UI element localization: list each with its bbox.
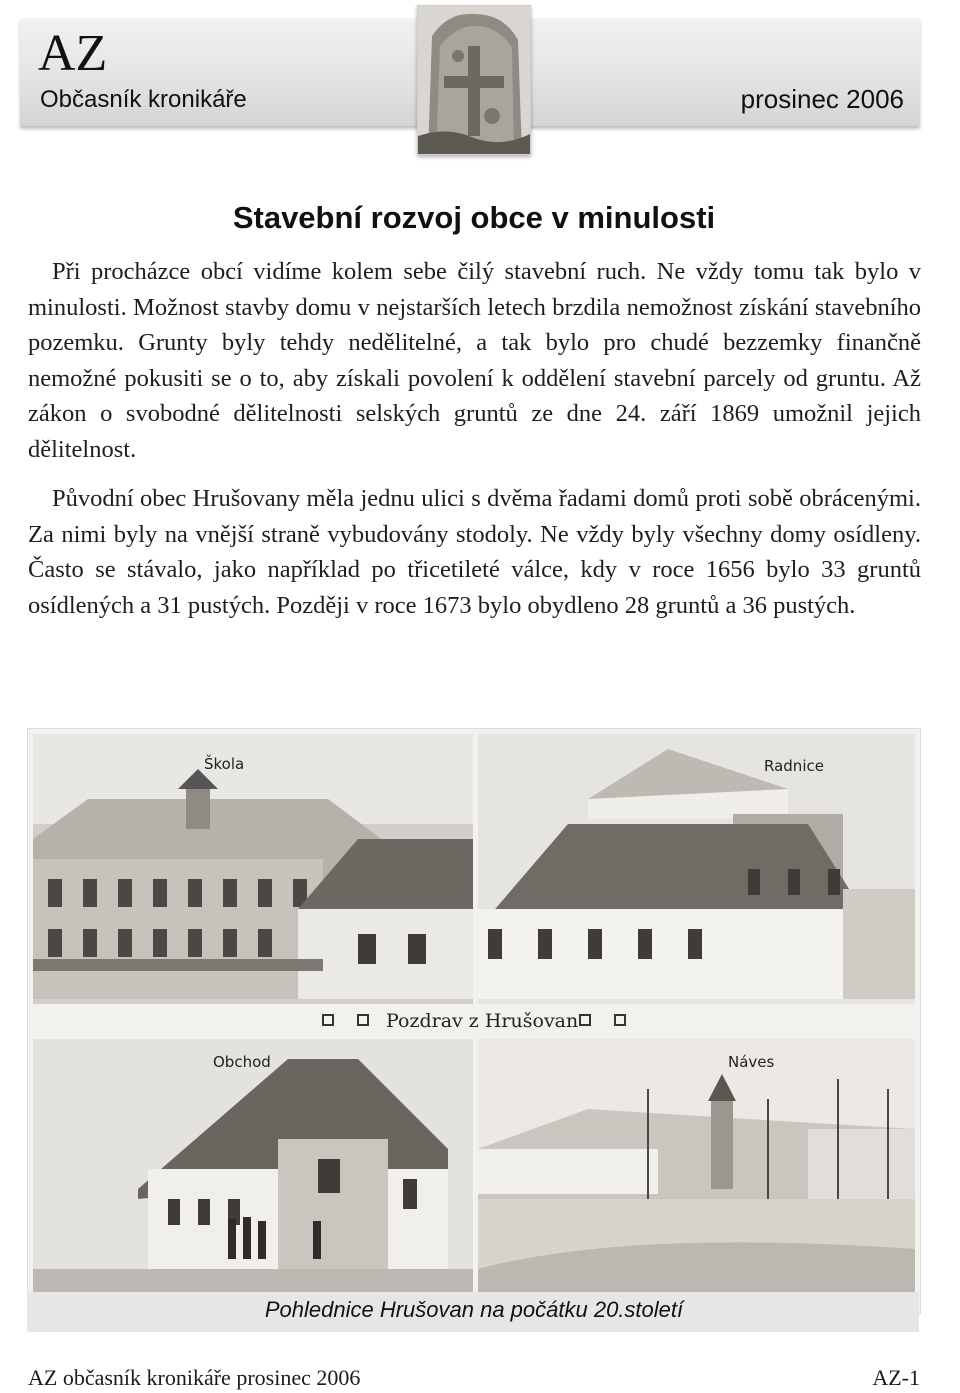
- label-townhall: Radnice: [764, 757, 824, 775]
- footer-page-number: AZ-1: [872, 1365, 920, 1390]
- label-square: Náves: [728, 1053, 775, 1071]
- townhall-panel: [478, 734, 915, 1004]
- stone-cross-photo: [417, 5, 531, 155]
- shop-panel: [33, 1039, 473, 1309]
- label-school: Škola: [204, 755, 245, 773]
- article-paragraph-2: Původní obec Hrušovany měla jednu ulici s dvěma řadami domů proti sobě obrácenými. Za nimi byly na vnější straně vybudovány stodoly. Ne vždy byly všechny domy osídleny. Často se stávalo, jako například po třicetileté válce, kdy v roce 1656 bylo 33 gruntů osídlených a 31 pustých. Později v roce 1673 bylo obydleno 28 gruntů a 36 pustých.: [28, 485, 921, 619]
- figure-caption: Pohlednice Hrušovan na počátku 20.století: [264, 1297, 684, 1322]
- article-title: Stavební rozvoj obce v minulosti: [232, 200, 716, 235]
- masthead-subtitle: Občasník kronikáře: [40, 86, 247, 113]
- label-shop: Obchod: [213, 1053, 271, 1071]
- footer-publication: AZ občasník kronikáře prosinec 2006: [28, 1365, 361, 1390]
- postcard-greeting: Pozdrav z Hrušovan: [386, 1010, 579, 1032]
- issue-date: prosinec 2006: [740, 84, 904, 114]
- article-paragraph-1: Při procházce obcí vidíme kolem sebe čilý stavební ruch. Ne vždy tomu tak bylo v minulosti. Možnost stavby domu v nejstarších letech brzdila nemožnost získání stavebního pozemku. Grunty byly tehdy nedělitelné, a tak bylo pro chudé bezzemky finančně nemožné pokusiti se o to, aby získali povolení k oddělení stavební parcely od gruntu. Až zákon o svobodné dělitelnosti selských gruntů ze dne 24. září 1869 umožnil jejich dělitelnost.: [28, 258, 921, 463]
- square-panel: [478, 1039, 915, 1309]
- postcard-image: [27, 728, 921, 1314]
- school-panel: [33, 734, 473, 1004]
- masthead-logo: AZ: [38, 25, 108, 82]
